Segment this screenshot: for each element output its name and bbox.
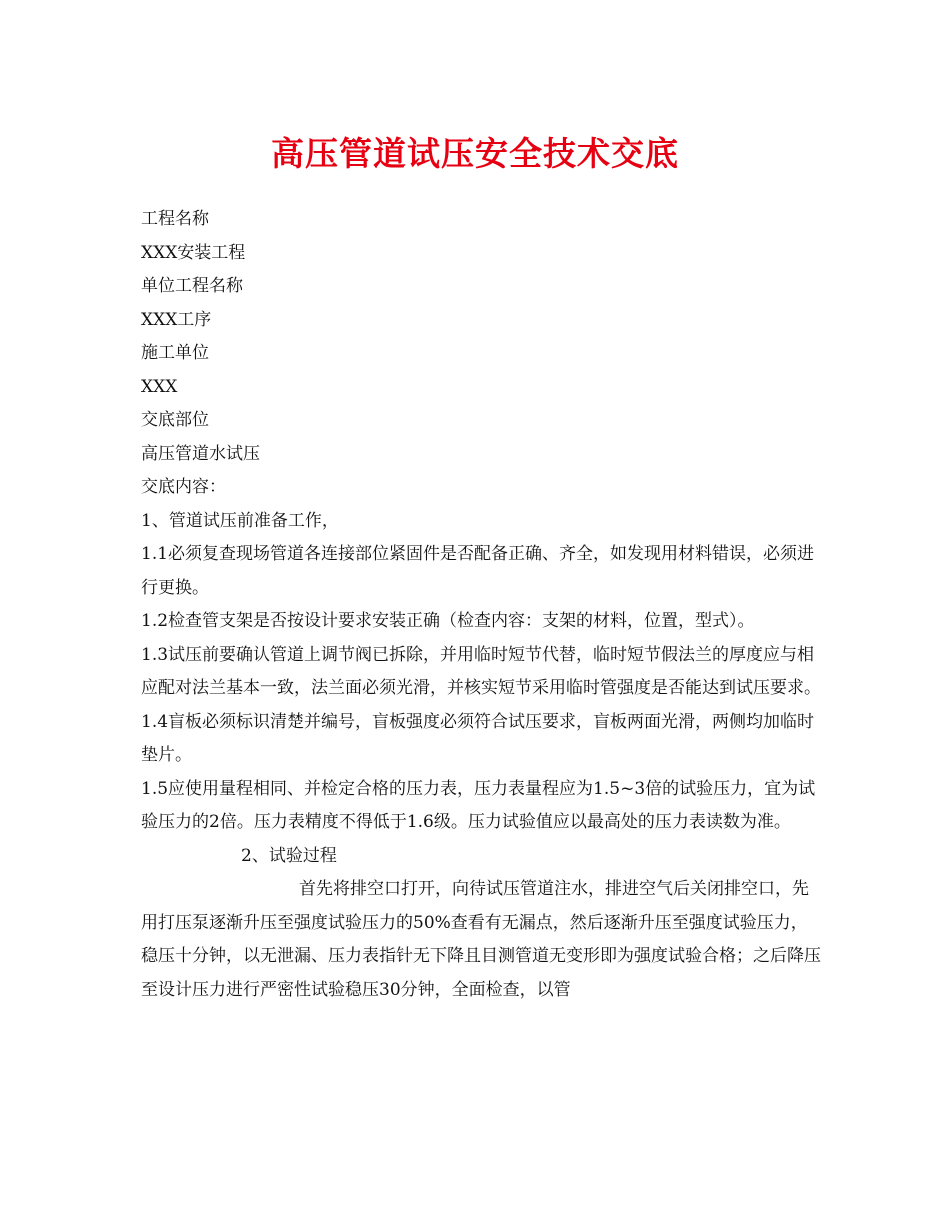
field-contractor-value: XXX <box>141 376 178 397</box>
field-unit-project-label: 单位工程名称 <box>141 276 243 296</box>
section1-item-1-1: 1.1必须复查现场管道各连接部位紧固件是否配备正确、齐全，如发现用材料错误，必须进行更换。 <box>141 544 815 598</box>
field-unit-project-value: XXX工序 <box>141 309 212 330</box>
section2-paragraph: 首先将排空口打开，向待试压管道注水，排进空气后关闭排空口，先用打压泵逐渐升压至强度试验压力的50%查看有无漏点，然后逐渐升压至强度试验压力，稳压十分钟，以无泄漏、压力表指针无下降且目测管道无变形即为强度试验合格；之后降压至设计压力进行严密性试验稳压30分钟，全面检查，以管 <box>141 879 821 1000</box>
section1-item-1-2: 1.2检查管支架是否按设计要求安装正确（检查内容：支架的材料，位置，型式）。 <box>141 611 755 631</box>
field-content-label: 交底内容： <box>141 477 226 497</box>
document-body <box>141 203 821 1007</box>
section1-heading: 1、管道试压前准备工作， <box>141 510 339 531</box>
field-location-value: 高压管道水试压 <box>141 443 260 464</box>
field-location-label: 交底部位 <box>141 410 209 430</box>
section2-heading: 2、试验过程 <box>241 845 337 866</box>
section1-item-1-3: 1.3试压前要确认管道上调节阀已拆除，并用临时短节代替，临时短节假法兰的厚度应与相应配对法兰基本一致，法兰面必须光滑，并核实短节采用临时管强度是否能达到试压要求。 <box>141 644 821 698</box>
field-project-name-label: 工程名称 <box>141 209 209 229</box>
document-title: 高压管道试压安全技术交底 <box>271 134 679 173</box>
field-contractor-label: 施工单位 <box>141 343 209 363</box>
section1-item-1-5: 1.5应使用量程相同、并检定合格的压力表，压力表量程应为1.5~3倍的试验压力，宜为试验压力的2倍。压力表精度不得低于1.6级。压力试验值应以最高处的压力表读数为准。 <box>141 778 816 832</box>
section1-item-1-4: 1.4盲板必须标识清楚并编号，盲板强度必须符合试压要求，盲板两面光滑，两侧均加临时垫片。 <box>141 711 815 765</box>
field-project-name-value: XXX安装工程 <box>141 242 246 263</box>
